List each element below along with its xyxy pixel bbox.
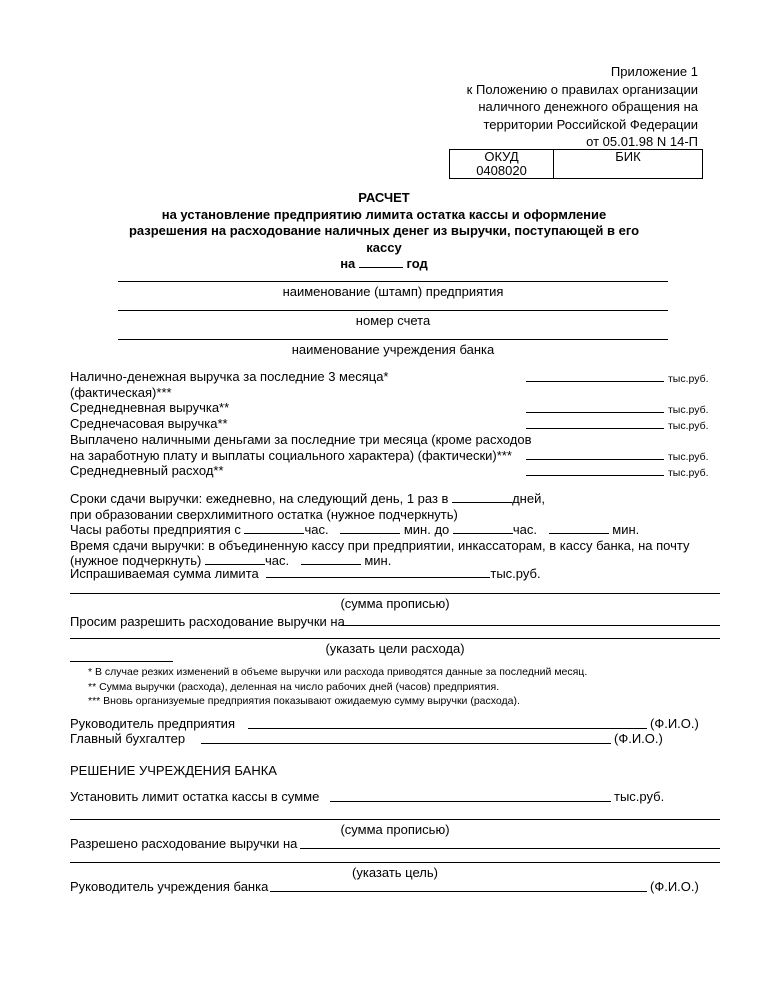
delivery-line: Время сдачи выручки: в объединенную кассу при предприятии, инкассаторам, в кассу банка, на почту (70, 538, 690, 553)
bank-amount-words-caption: (сумма прописью) (340, 822, 450, 837)
page-title (0, 190, 768, 273)
bank-field[interactable] (118, 339, 668, 340)
footnote: * В случае резких изменений в объеме выручки или расхода приводятся данные за последний месяц. (88, 666, 588, 678)
director-field[interactable] (248, 728, 647, 729)
account-caption: номер счета (355, 313, 431, 328)
fio-label: (Ф.И.О.) (650, 716, 699, 731)
title-year-prefix: на (340, 256, 356, 271)
bank-head-field[interactable] (270, 891, 647, 892)
hours-prefix: Часы работы предприятия с (70, 522, 241, 537)
footnote-divider (70, 661, 173, 662)
allowed-label: Разрешено расходование выручки на (70, 836, 298, 851)
indicator-label: Среднедневный расход** (70, 463, 224, 479)
title-line: разрешения на расходование наличных денег из выручки, поступающей в его (128, 223, 640, 238)
paid-field[interactable] (526, 459, 664, 460)
footnotes (88, 665, 587, 709)
deadline-line (70, 491, 545, 506)
indicator-label: Налично-денежная выручка за последние 3 месяца* (70, 369, 389, 384)
bank-caption: наименование учреждения банка (291, 342, 495, 357)
unit-label: тыс.руб. (668, 420, 709, 432)
codes-table (449, 149, 703, 179)
bank-amount-words-field[interactable] (70, 819, 720, 820)
footnote: ** Сумма выручки (расхода), деленная на число рабочих дней (часов) предприятия. (88, 680, 500, 693)
okud-label: ОКУД (484, 149, 519, 164)
director-label: Руководитель предприятия (70, 716, 235, 731)
bank-limit-unit: тыс.руб. (614, 789, 665, 804)
appendix-line: Приложение 1 (610, 64, 698, 79)
appendix-line: территории Российской Федерации (483, 116, 698, 132)
account-field[interactable] (118, 310, 668, 311)
delivery-hour-field[interactable] (205, 553, 265, 565)
limit-label: Испрашиваемая сумма лимита (70, 566, 259, 581)
indicator-label: Среднедневная выручка** (70, 400, 230, 416)
title-year (0, 256, 768, 273)
unit-label: тыс.руб. (668, 451, 709, 463)
delivery-minute-field[interactable] (301, 553, 361, 565)
year-field[interactable] (359, 256, 403, 268)
indicators-labels (70, 369, 532, 479)
unit-label: тыс.руб. (668, 404, 709, 416)
unit-label: тыс.руб. (668, 467, 709, 479)
allowed-purpose-caption: (указать цель) (352, 865, 438, 880)
request-purpose-field[interactable] (341, 625, 720, 626)
days-field[interactable] (452, 491, 512, 503)
minutes-to: мин. до (403, 522, 450, 537)
limit-field[interactable] (266, 566, 490, 578)
from-minute-field[interactable] (340, 522, 400, 534)
accountant-label: Главный бухгалтер (70, 731, 186, 746)
appendix-line: наличного денежного обращения на (478, 99, 698, 114)
bik-label: БИК (615, 149, 641, 164)
minutes-unit: мин. (364, 553, 392, 568)
request-purpose-field-2[interactable] (70, 638, 720, 639)
from-hour-field[interactable] (244, 522, 304, 534)
accountant-field[interactable] (201, 743, 611, 744)
to-minute-field[interactable] (549, 522, 609, 534)
title-year-suffix: год (406, 256, 428, 271)
unit-label: тыс.руб. (668, 373, 709, 385)
amount-words-field[interactable] (70, 593, 720, 594)
okud-value: 0408020 (476, 163, 527, 178)
minutes-unit: мин. (612, 522, 640, 537)
avg-daily-revenue-field[interactable] (526, 412, 664, 413)
deadline-suffix: дней, (512, 491, 545, 506)
enterprise-caption: наименование (штамп) предприятия (282, 284, 504, 299)
bank-decision-heading: РЕШЕНИЕ УЧРЕЖДЕНИЯ БАНКА (70, 763, 277, 778)
bik-cell (554, 150, 703, 179)
avg-hourly-revenue-field[interactable] (526, 428, 664, 429)
hours-line (70, 522, 639, 537)
fio-label: (Ф.И.О.) (650, 879, 699, 894)
limit-line (70, 566, 541, 581)
delivery-note: (нужное подчеркнуть) (70, 553, 202, 568)
allowed-purpose-field[interactable] (300, 848, 720, 849)
indicator-label: на заработную плату и выплаты социального характера) (фактически)*** (70, 447, 512, 463)
indicator-label: Выплачено наличными деньгами за последние три месяца (кроме расходов (70, 431, 532, 447)
revenue3m-field[interactable] (526, 381, 664, 382)
title-line: кассу (366, 239, 402, 255)
fio-label: (Ф.И.О.) (614, 731, 663, 746)
indicator-label: Среднечасовая выручка** (70, 416, 228, 432)
bank-head-label: Руководитель учреждения банка (70, 879, 269, 894)
allowed-purpose-field-2[interactable] (70, 862, 720, 863)
hours-unit: час. (304, 522, 329, 537)
hours-unit: час. (264, 553, 290, 568)
deadline-prefix: Сроки сдачи выручки: ежедневно, на следующий день, 1 раз в (70, 491, 449, 506)
bank-limit-field[interactable] (330, 801, 611, 802)
okud-cell (450, 150, 554, 179)
appendix-block (467, 63, 698, 151)
to-hour-field[interactable] (453, 522, 513, 534)
request-label: Просим разрешить расходование выручки на (70, 614, 345, 629)
amount-words-caption: (сумма прописью) (340, 596, 450, 611)
appendix-line: к Положению о правилах организации (466, 81, 698, 97)
hours-unit: час. (512, 522, 538, 537)
enterprise-field[interactable] (118, 281, 668, 282)
appendix-line: от 05.01.98 N 14-П (586, 134, 698, 149)
avg-daily-expense-field[interactable] (526, 475, 664, 476)
footnote: *** Вновь организуемые предприятия показывают ожидаемую сумму выручки (расхода). (88, 695, 520, 707)
title-line: на установление предприятию лимита остатка кассы и оформление (161, 206, 607, 222)
set-limit-label: Установить лимит остатка кассы в сумме (70, 789, 320, 804)
limit-unit: тыс.руб. (490, 566, 541, 581)
purpose-caption: (указать цели расхода) (325, 641, 465, 656)
excess-note: при образовании сверхлимитного остатка (нужное подчеркнуть) (70, 507, 458, 522)
indicator-label: (фактическая)*** (70, 384, 172, 400)
title-heading: РАСЧЕТ (358, 190, 410, 205)
